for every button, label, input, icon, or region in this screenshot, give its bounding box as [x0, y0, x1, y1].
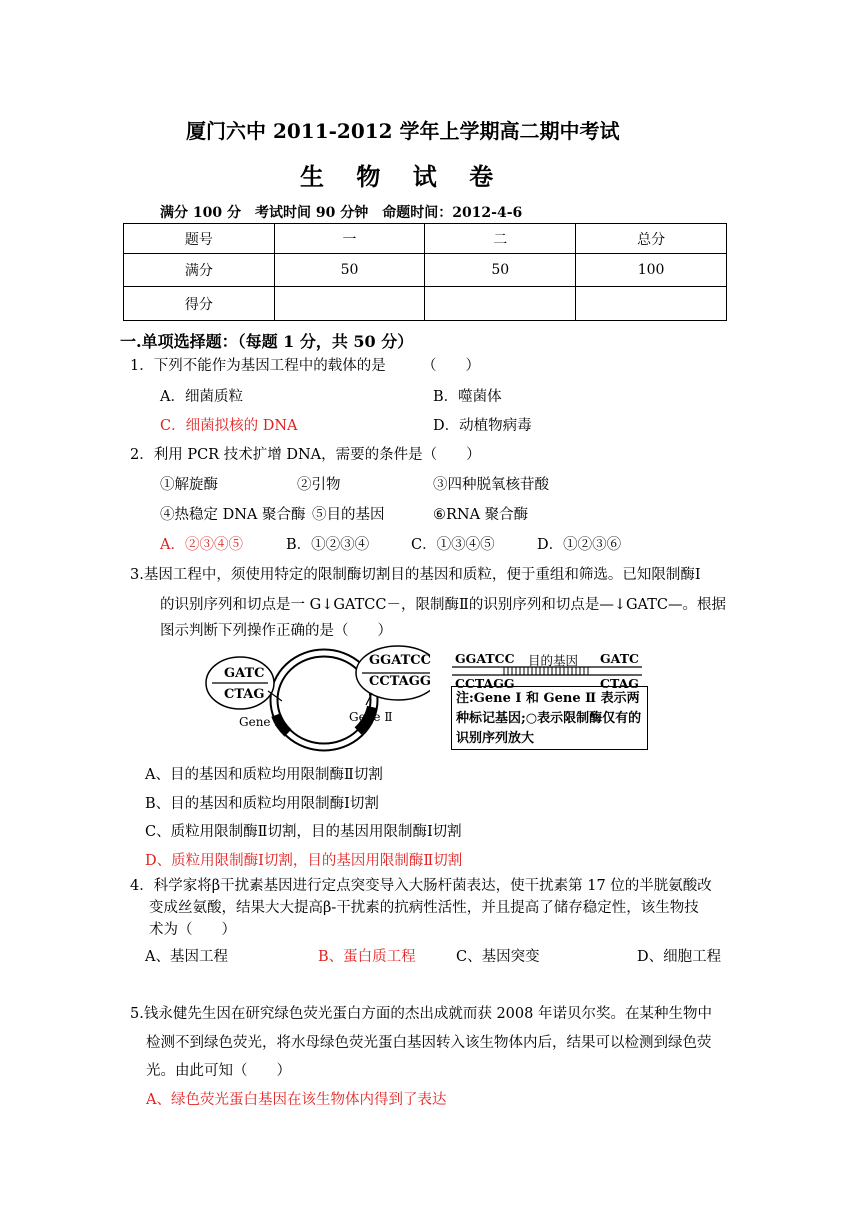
table-row [124, 224, 727, 254]
question-3-line-2: 的识别序列和切点是一 G↓GATCC－，限制酶Ⅱ的识别序列和切点是—↓GATC—。根据 [160, 597, 726, 613]
table-cell: 满分 [124, 254, 275, 287]
q3-option-c: C、质粒用限制酶Ⅱ切割，目的基因用限制酶Ⅰ切割 [145, 824, 462, 840]
q4-option-b: B、蛋白质工程 [318, 949, 416, 965]
q4-option-c: C、基因突变 [456, 949, 540, 965]
exam-meta: 满分 100 分 考试时间 90 分钟 命题时间：2012-4-6 [160, 205, 523, 221]
exam-subtitle: 生 物 试 卷 [300, 162, 506, 191]
q2-item-5: ⑤目的基因 [312, 507, 385, 523]
table-cell: 总分 [576, 224, 727, 254]
q2-item-3: ③四种脱氧核苷酸 [433, 477, 549, 493]
table-cell: 50 [274, 254, 425, 287]
q4-option-a: A、基因工程 [145, 949, 228, 965]
table-cell: 题号 [124, 224, 275, 254]
gene-1-label: Gene Ⅰ [239, 715, 280, 729]
q3-option-b: B、目的基因和质粒均用限制酶Ⅰ切割 [145, 796, 379, 812]
score-input-cell[interactable] [576, 287, 727, 321]
exam-title: 厦门六中 2011-2012 学年上学期高二期中考试 [186, 119, 620, 143]
question-2-stem: 2．利用 PCR 技术扩增 DNA，需要的条件是（ ） [130, 447, 481, 463]
q2-option-c: C．①③④⑤ [411, 537, 495, 553]
q2-option-a: A．②③④⑤ [160, 537, 243, 553]
question-4-line-1: 4．科学家将β干扰素基因进行定点突变导入大肠杆菌表达，使干扰素第 17 位的半胱氨酸改 [130, 878, 712, 894]
bubble-2-top: GGATCC [369, 653, 431, 668]
q2-option-d: D．①②③⑥ [537, 537, 622, 553]
strand-right-bottom: CTAG [600, 676, 639, 691]
score-input-cell[interactable] [425, 287, 576, 321]
question-4-line-3: 术为（ ） [149, 922, 236, 938]
q1-option-a: A．细菌质粒 [160, 389, 243, 405]
q3-option-a: A、目的基因和质粒均用限制酶Ⅱ切割 [145, 767, 383, 783]
q2-item-6: ⑥RNA 聚合酶 [433, 507, 529, 523]
score-table [123, 223, 727, 321]
table-cell: 50 [425, 254, 576, 287]
q1-option-d: D．动植物病毒 [433, 418, 532, 434]
q2-option-b: B．①②③④ [286, 537, 370, 553]
bubble-2-bottom: CCTAGG [369, 674, 431, 689]
table-cell: 100 [576, 254, 727, 287]
section-title: 一.单项选择题：（每题 1 分，共 50 分） [120, 332, 414, 351]
table-row [124, 287, 727, 321]
question-5-line-3: 光。由此可知（ ） [146, 1063, 291, 1079]
strand-target-gene: 目的基因 [528, 653, 579, 668]
q1-option-b: B．噬菌体 [433, 389, 502, 405]
gene-2-label: Gene Ⅱ [349, 710, 393, 724]
q2-item-4: ④热稳定 DNA 聚合酶 [160, 507, 306, 523]
table-cell: 一 [274, 224, 425, 254]
q1-option-c: C．细菌拟核的 DNA [160, 418, 298, 434]
q4-option-d: D、细胞工程 [637, 949, 722, 965]
q5-option-a: A、绿色荧光蛋白基因在该生物体内得到了表达 [146, 1092, 447, 1108]
table-row [124, 254, 727, 287]
q2-item-1: ①解旋酶 [160, 477, 218, 493]
question-3-line-3: 图示判断下列操作正确的是（ ） [160, 623, 392, 639]
strand-left-bottom: CCTAGG [455, 676, 515, 691]
q3-option-d: D、质粒用限制酶Ⅰ切割，目的基因用限制酶Ⅱ切割 [145, 853, 463, 869]
question-1-stem: 1．下列不能作为基因工程中的载体的是 （ ） [130, 358, 480, 374]
score-input-cell[interactable] [274, 287, 425, 321]
q2-item-2: ②引物 [297, 477, 341, 493]
strand-left-top: GGATCC [455, 651, 515, 666]
table-cell: 得分 [124, 287, 275, 321]
figure-note: 注:Gene Ⅰ 和 Gene Ⅱ 表示两种标记基因;○表示限制酶仅有的识别序列放大 [451, 686, 648, 750]
strand-right-top: GATC [600, 651, 639, 666]
table-cell: 二 [425, 224, 576, 254]
question-4-line-2: 变成丝氨酸，结果大大提高β-干扰素的抗病性活性，并且提高了储存稳定性，该生物技 [149, 900, 699, 916]
bubble-1-top: GATC [224, 666, 265, 681]
bubble-1-bottom: CTAG [224, 687, 265, 702]
question-5-line-1: 5.钱永健先生因在研究绿色荧光蛋白方面的杰出成就而获 2008 年诺贝尔奖。在某种生物中 [130, 1006, 712, 1022]
question-3-line-1: 3.基因工程中，须使用特定的限制酶切割目的基因和质粒，便于重组和筛选。已知限制酶Ⅰ [130, 567, 701, 583]
question-5-line-2: 检测不到绿色荧光，将水母绿色荧光蛋白基因转入该生物体内后，结果可以检测到绿色荧 [146, 1035, 712, 1051]
